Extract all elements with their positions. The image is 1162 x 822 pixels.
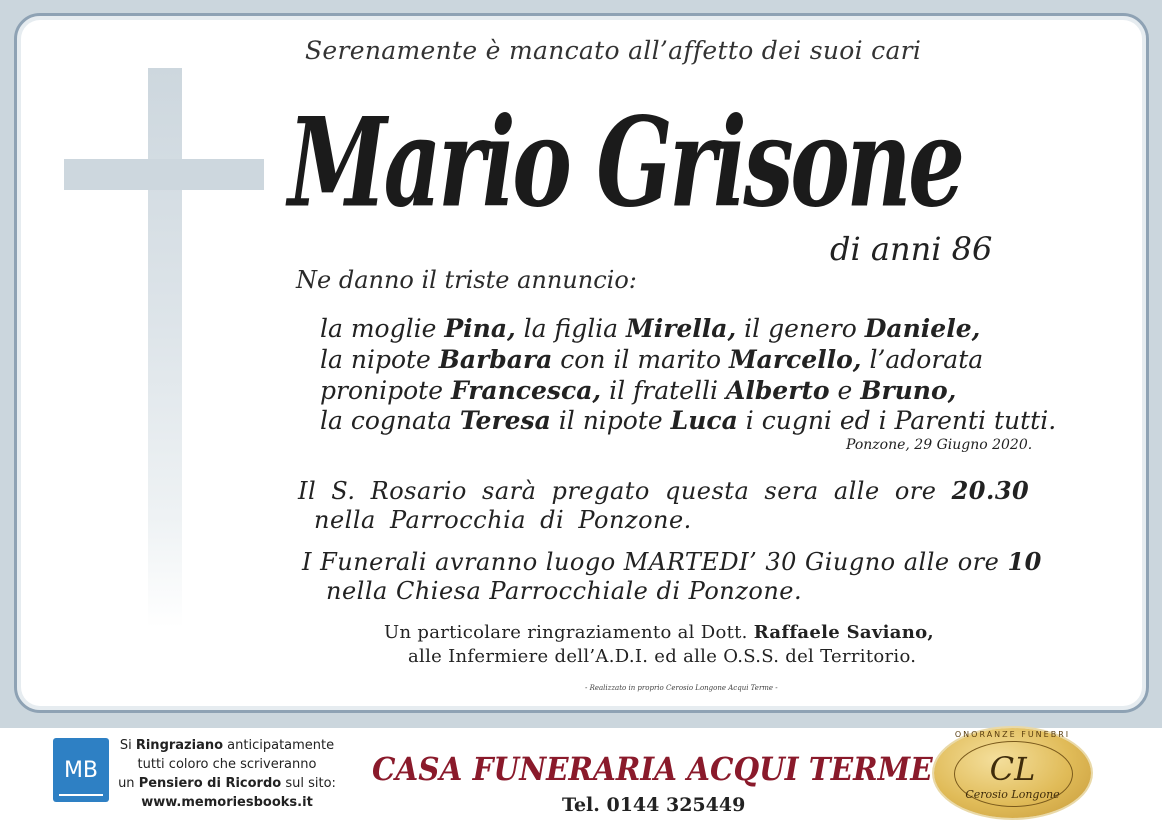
age-text: di anni 86 — [830, 230, 993, 268]
mb-logo-text: MB — [63, 757, 99, 783]
company-phone: Tel. 0144 325449 — [562, 794, 746, 816]
credit-text: - Realizzato in proprio Cerosio Longone Acqui Terme - — [585, 684, 778, 692]
mb-line: un Pensiero di Ricordo sul sito: — [118, 776, 336, 791]
family-line: la nipote Barbara con il marito Marcello, l’adorata — [320, 345, 984, 374]
cross-icon-vertical — [148, 68, 182, 628]
cross-icon-horizontal — [64, 159, 264, 190]
seal-top-text: ONORANZE FUNEBRI — [954, 730, 1071, 739]
intro-text: Serenamente è mancato all’affetto dei suoi cari — [305, 36, 922, 65]
footer — [0, 728, 1162, 822]
funeral-line: I Funerali avranno luogo MARTEDI’ 30 Giugno alle ore 10 — [302, 547, 1042, 576]
seal-signature: Cerosio Longone — [965, 788, 1060, 801]
thanks-line: alle Infermiere dell’A.D.I. ed alle O.S.S. del Territorio. — [408, 646, 917, 667]
family-line: la moglie Pina, la figlia Mirella, il genero Daniele, — [320, 314, 981, 343]
announcement-text: Ne danno il triste annuncio: — [296, 266, 637, 294]
memoriesbooks-text — [114, 736, 340, 812]
mb-link[interactable]: www.memoriesbooks.it — [141, 795, 313, 810]
company-name: CASA FUNERARIA ACQUI TERME — [372, 750, 933, 788]
seal-initials: CL — [989, 750, 1036, 788]
memoriesbooks-logo[interactable] — [53, 738, 109, 802]
rosary-line: nella Parrocchia di Ponzone. — [314, 506, 692, 534]
mb-line: tutti coloro che scriveranno — [137, 757, 317, 772]
family-line: pronipote Francesca, il fratelli Alberto e Bruno, — [320, 376, 957, 405]
place-date: Ponzone, 29 Giugno 2020. — [846, 437, 1033, 453]
deceased-name: Mario Grisone — [288, 90, 962, 236]
family-line: la cognata Teresa il nipote Luca i cugni ed i Parenti tutti. — [320, 406, 1057, 435]
rosary-line: Il S. Rosario sarà pregato questa sera alle ore 20.30 — [298, 476, 1030, 505]
mb-line: Si Ringraziano anticipatamente — [119, 738, 335, 753]
funeral-line: nella Chiesa Parrocchiale di Ponzone. — [326, 577, 803, 605]
company-seal-logo — [934, 728, 1091, 818]
thanks-line: Un particolare ringraziamento al Dott. Raffaele Saviano, — [384, 622, 934, 643]
book-icon — [59, 794, 103, 796]
